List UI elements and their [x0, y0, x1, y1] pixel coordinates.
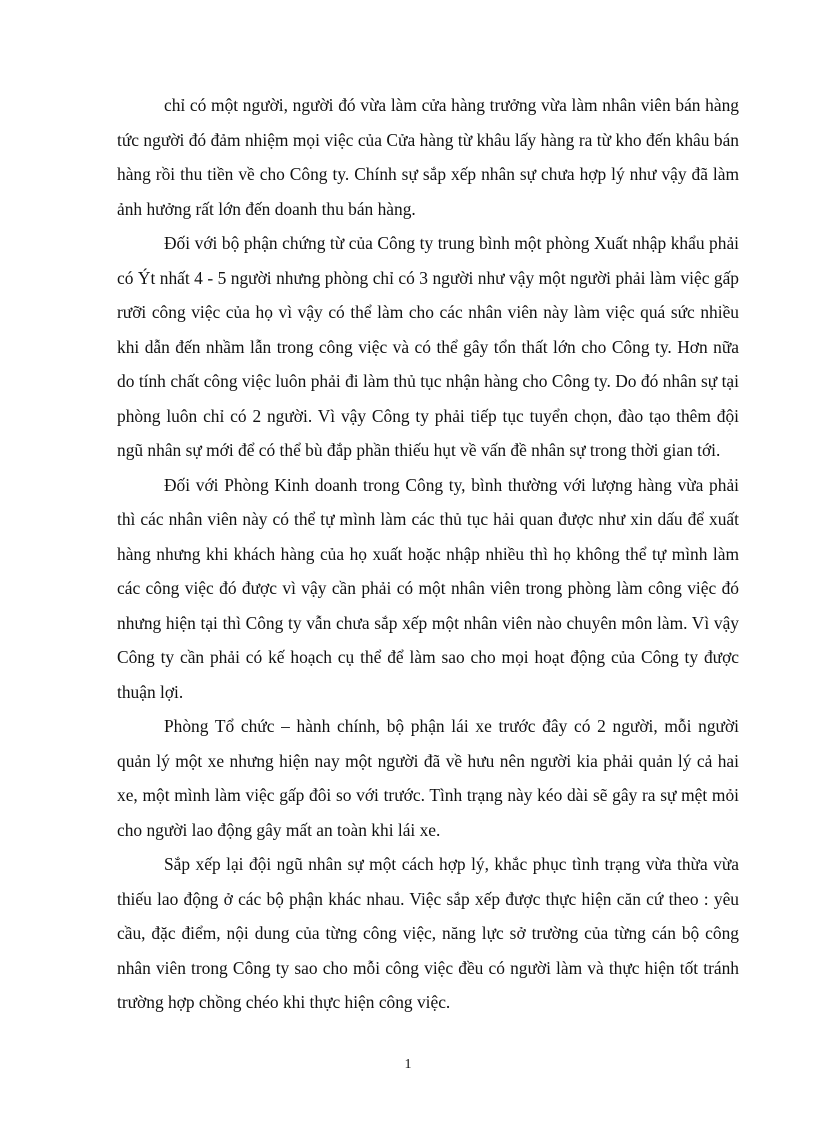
paragraph-5: Sắp xếp lại đội ngũ nhân sự một cách hợp lý, khắc phục tình trạng vừa thừa vừa thiếu lao động ở các bộ phận khác nhau. Việc sắp xếp được thực hiện căn cứ theo : yêu cầu, đặc điểm, nội dung của từng công việc, năng lực sở trường của từng cán bộ công nhân viên trong Công ty sao cho mỗi công việc đều có người làm và thực hiện tốt tránh trường hợp chồng chéo khi thực hiện công việc. [117, 854, 739, 1012]
document-page [117, 88, 739, 1020]
paragraph-3: Đối với Phòng Kinh doanh trong Công ty, bình thường với lượng hàng vừa phải thì các nhân viên này có thể tự mình làm các thủ tục hải quan được như xin dấu để xuất hàng nhưng khi khách hàng của họ xuất hoặc nhập nhiều thì họ không thể tự mình làm các công việc đó được vì vậy cần phải có một nhân viên trong phòng làm công việc đó nhưng hiện tại thì Công ty vẫn chưa sắp xếp một nhân viên nào chuyên môn làm. Vì vậy Công ty cần phải có kế hoạch cụ thể để làm sao cho mọi hoạt động của Công ty được thuận lợi. [117, 474, 739, 702]
page-number: 1 [404, 1057, 412, 1072]
paragraph-4: Phòng Tổ chức – hành chính, bộ phận lái xe trước đây có 2 người, mỗi người quản lý một xe nhưng hiện nay một người đã về hưu nên người kia phải quản lý cả hai xe, một mình làm việc gấp đôi so với trước. Tình trạng này kéo dài sẽ gây ra sự mệt mỏi cho người lao động gây mất an toàn khi lái xe. [117, 716, 739, 840]
paragraph-2: Đối với bộ phận chứng từ của Công ty trung bình một phòng Xuất nhập khẩu phải có Ýt nhất 4 - 5 người nhưng phòng chỉ có 3 người như vậy một người phải làm việc gấp rưỡi công việc của họ vì vậy có thể làm cho các nhân viên này làm việc quá sức nhiều khi dẫn đến nhầm lẫn trong công việc và có thể gây tổn thất lớn cho Công ty. Hơn nữa do tính chất công việc luôn phải đi làm thủ tục nhận hàng cho Công ty. Do đó nhân sự tại phòng luôn chỉ có 2 người. Vì vậy Công ty phải tiếp tục tuyển chọn, đào tạo thêm đội ngũ nhân sự mới để có thể bù đắp phần thiếu hụt về vấn đề nhân sự trong thời gian tới. [117, 233, 739, 460]
paragraph-1: chỉ có một người, người đó vừa làm cửa hàng trưởng vừa làm nhân viên bán hàng tức người đó đảm nhiệm mọi việc của Cửa hàng từ khâu lấy hàng ra từ kho đến khâu bán hàng rồi thu tiền về cho Công ty. Chính sự sắp xếp nhân sự chưa hợp lý như vậy đã làm ảnh hưởng rất lớn đến doanh thu bán hàng. [117, 95, 739, 219]
